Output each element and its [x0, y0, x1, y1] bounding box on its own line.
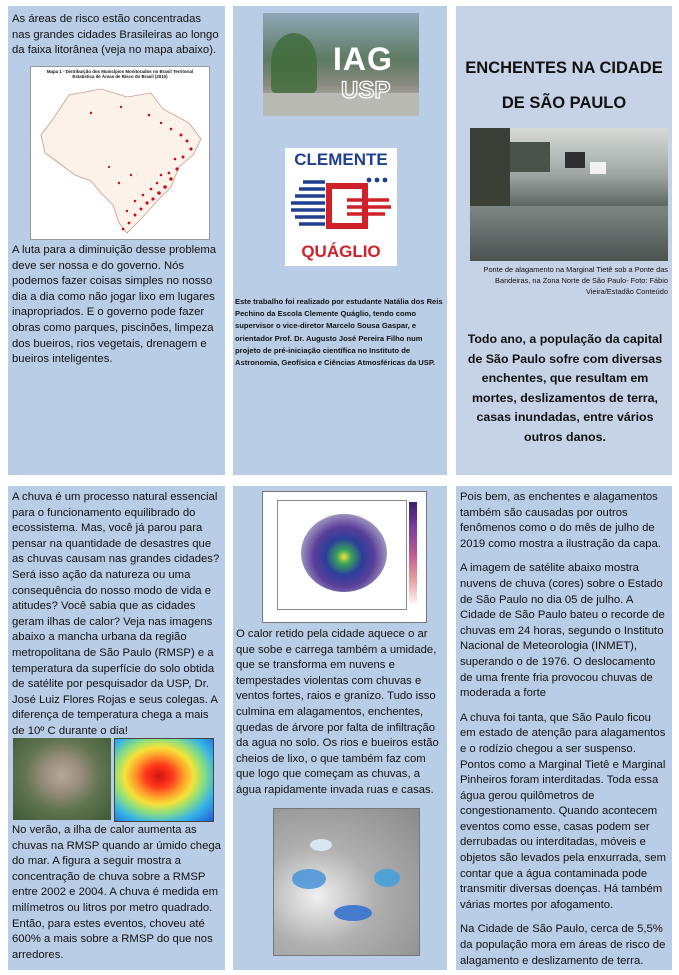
main-title-line1: ENCHENTES NA CIDADE: [465, 59, 663, 77]
map-title: Mapa 1 - Distribuição dos Municípios Monitorados no Brasil Territorial Estatística de Áreas de Risco do Brasil (2010): [46, 69, 194, 80]
urban-area-satellite: [13, 738, 111, 820]
flood-photo: [470, 128, 668, 261]
july-2019-paragraph: Pois bem, as enchentes e alagamentos também são causadas por outros fenômenos como o do mês de julho de 2019 como mostra a ilustração da capa.: [460, 491, 661, 550]
credits-paragraph: Este trabalho foi realizado por estudante Natália dos Reis Pechino da Escola Clemente Quáglio, tendo como supervisor o vice-diretor Marcelo Sousa Gaspar, e orientador Prof. Dr. Augusto José Pereira Filho num projeto de pré-iniciação científica no Instituto de Astronomia, Geofísica e Ciências Atmosféricas da USP.: [235, 297, 443, 368]
panel-bottom-right: [456, 486, 672, 970]
satellite-paragraph: A imagem de satélite abaixo mostra nuvens de chuva (cores) sobre o Estado de São Paulo no dia 05 de julho. A Cidade de São Paulo bateu o recorde de chuvas em 24 horas, segundo o Instituto Nacional de Meteorologia (INMET), superando o de 1976. O deslocamento de uma frente fria provocou chuvas de moderada a forte: [460, 562, 665, 700]
logo-text-top: CLEMENTE: [294, 150, 388, 169]
iag-text: IAG: [333, 41, 393, 77]
warm-air-paragraph: O calor retido pela cidade aquece o ar que sobe e carrega também a umidade, que se transforma em nuvens e tempestades violentas com chuvas e ventos fortes, raios e granizo. Tudo isso culmina em alagamentos, enchentes, quedas de árvore por falta de infiltração da agua no solo. Os rios e bueiros estão cheios de lixo, o que também faz com que logo que começam as chuvas, a água rapidamente invada ruas e casas.: [236, 628, 439, 796]
iag-usp-logo: [263, 13, 419, 116]
rain-intro-paragraph: A chuva é um processo natural essencial para o funcionamento equilibrado do ecossistema. Mas, você já parou para pensar na quantidade de desastres que as chuvas causam nas grandes cidades? Será isso ação da natureza ou uma consequência do nosso modo de vida e atitudes? Você sabia que as cidades geram ilhas de calor? Veja nas imagens abaixo a mancha urbana da região metropolitana de São Paulo (RMSP) e a temperatura da superfície do solo obtida de satélite por pesquisador da USP, Dr. José Luiz Flores Rojas e seus colegas. A diferença de temperatura chega a mais de 10º C durante o dia!: [12, 491, 220, 737]
brazil-map-shape: [31, 83, 209, 238]
cloud-satellite-image: [273, 808, 420, 956]
risk-population-paragraph: Na Cidade de São Paulo, cerca de 5,5% da população mora em áreas de risco de alagamento e deslizamento de terra.: [460, 923, 666, 967]
intro-paragraph: As áreas de risco estão concentradas nas grandes cidades Brasileiras ao longo da faixa litorânea (veja no mapa abaixo).: [12, 13, 219, 57]
surface-temperature-map: [114, 738, 214, 822]
main-title-line2: DE SÃO PAULO: [501, 94, 627, 112]
rain-concentration-map: [262, 491, 427, 623]
usp-text: USP: [341, 77, 391, 104]
clemente-quaglio-logo: [285, 148, 397, 266]
photo-caption: Ponte de alagamento na Marginal Tietê sob a Ponte das Bandeiras, na Zona Norte de São Paulo- Foto: Fábio Vieira/Estadão Conteúdo: [483, 265, 668, 296]
logo-text-bottom: QUÁGLIO: [301, 242, 381, 261]
fight-paragraph: A luta para a diminuição desse problema deve ser nossa e do governo. Nós podemos fazer coisas simples no nosso dia a dia como não jogar lixo em lugares inapropriados. E o governo pode fazer obras como parques, piscinões, limpeza dos bueiros, rios vegetais, drenagem e bueiros inteligentes.: [12, 244, 217, 366]
logo-emblem: [285, 172, 397, 242]
heat-island-paragraph: No verão, a ilha de calor aumenta as chuvas na RMSP quando ar úmido chega do mar. A figura a seguir mostra a concentração de chuva sobre a RMSP entre 2002 e 2004. A chuva é medida em milímetros ou litros por metro quadrado. Então, para estes eventos, choveu até 600% a mais sobre a RMSP do que nos arredores.: [12, 824, 221, 961]
lead-paragraph: Todo ano, a população da capital de São Paulo sofre com diversas enchentes, que resultam em mortes, deslizamentos de terra, casas inundadas, entre vários outros danos.: [467, 332, 663, 444]
brazil-risk-map: [30, 66, 210, 240]
attention-paragraph: A chuva foi tanta, que São Paulo ficou em estado de atenção para alagamentos e o rodízio chegou a ser suspenso. Pontos como a Marginal Tietê e Marginal Pinheiros foram interditadas. Toda essa água gerou quilômetros de congestionamento. Quando acontecem eventos como esse, casas podem ser derrubadas ou interditadas, móveis e objetos são levados pela enxurrada, sem contar que a água contaminada pode transmitir diversas doenças. Há também várias mortes por afogamento.: [460, 711, 666, 911]
